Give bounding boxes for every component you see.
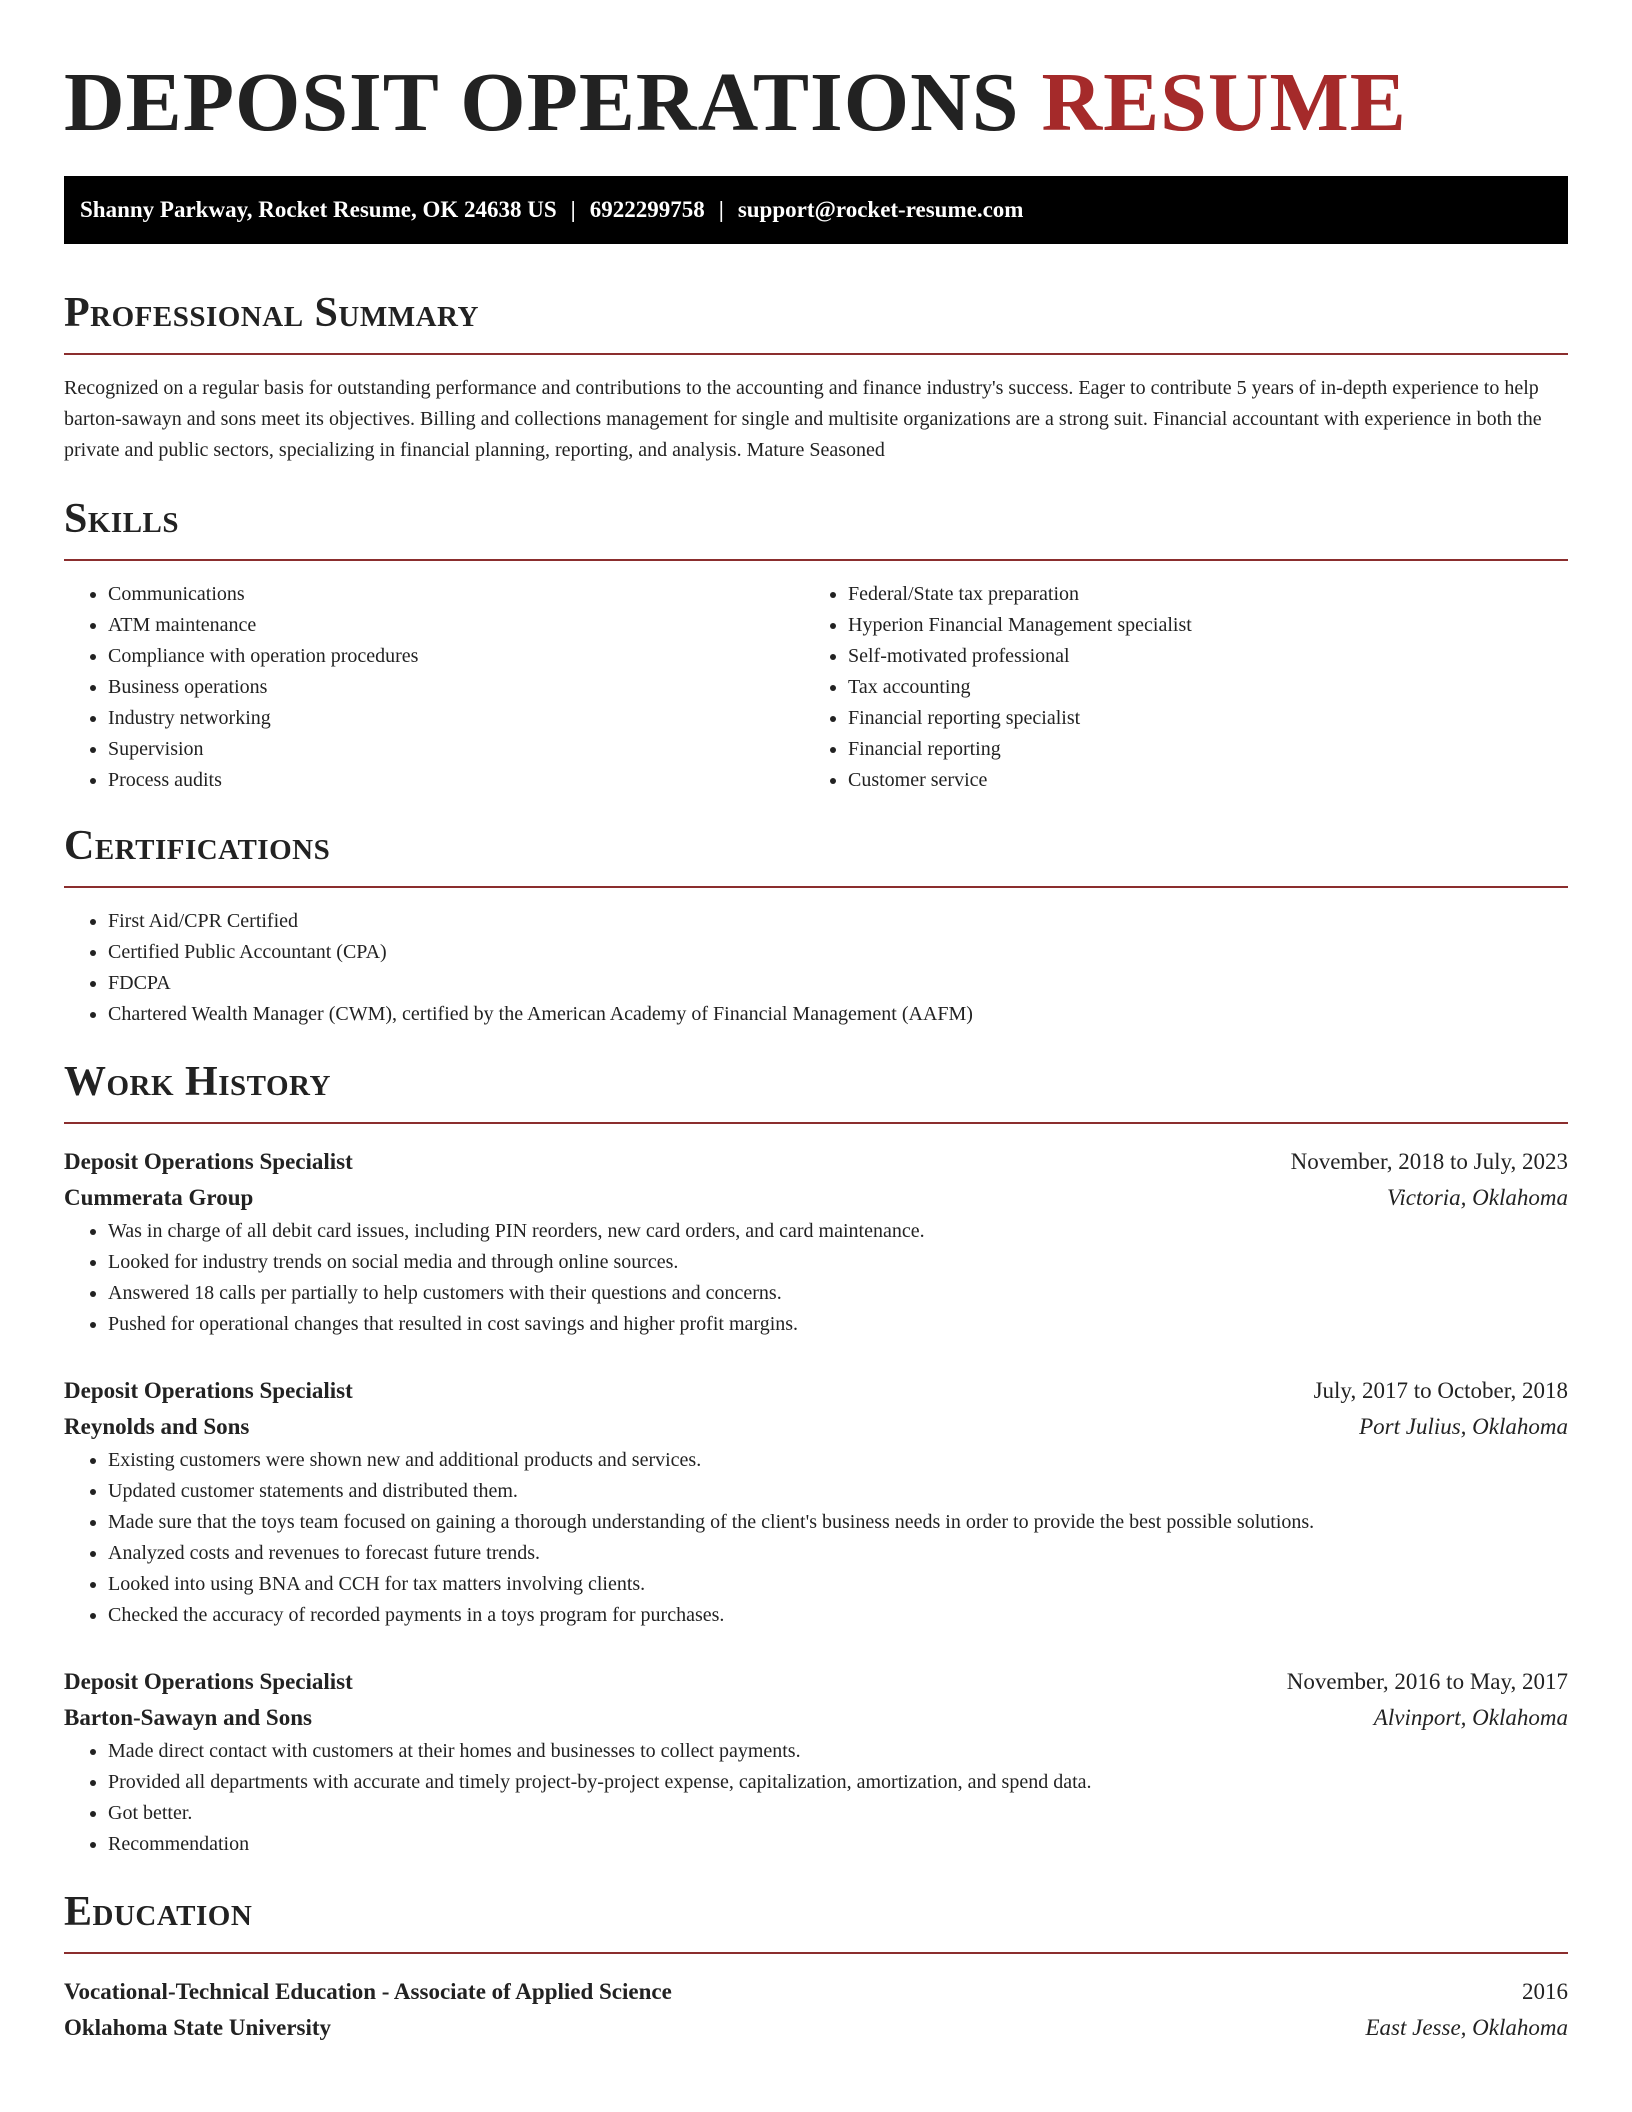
education-section [64,1886,1568,2046]
summary-section [64,287,1568,466]
section-divider [64,353,1568,355]
certifications-section [64,820,1568,1030]
job-entry [64,1144,1568,1340]
skill-item: • Process audits [108,765,804,796]
job-duty-item: • Provided all departments with accurate and timely project-by-project expense, capitalization, amortization, and spend data. [108,1767,1568,1798]
job-duties-list [64,1445,1568,1631]
skill-item: • Customer service [848,765,1544,796]
job-location: Victoria, Oklahoma [1387,1185,1568,1210]
skill-item: • Tax accounting [848,672,1544,703]
skill-item: • Communications [108,579,804,610]
job-dates: July, 2017 to October, 2018 [1313,1378,1568,1403]
section-divider [64,1122,1568,1124]
job-location: Port Julius, Oklahoma [1359,1414,1568,1439]
certification-item: • First Aid/CPR Certified [108,906,1568,937]
summary-text: Recognized on a regular basis for outstanding performance and contributions to the accounting and finance industry's success. Eager to contribute 5 years of in-depth experience to help barton-sawayn and sons meet its objectives. Billing and collections management for single and multisite organizations are a strong suit. Financial accountant with experience in both the private and public sectors, specializing in financial planning, reporting, and analysis. Mature Seasoned [64,377,1542,461]
job-header [64,1144,1568,1180]
skills-heading: Skills [64,496,180,542]
certification-item: • Certified Public Accountant (CPA) [108,937,1568,968]
job-header [64,1373,1568,1409]
education-subheader [64,2010,1568,2046]
contact-bar [64,176,1568,244]
work-history-section [64,1056,1568,1860]
job-duties-list [64,1216,1568,1340]
skills-column-right [804,579,1544,796]
contact-email: support@rocket-resume.com [737,197,1024,222]
skills-list-right [804,579,1544,796]
skills-columns [64,579,1568,796]
job-location: Alvinport, Oklahoma [1373,1705,1568,1730]
job-company: Cummerata Group [64,1185,254,1210]
skill-item: • Compliance with operation procedures [108,641,804,672]
certifications-heading: Certifications [64,823,331,869]
skills-list-left [64,579,804,796]
education-heading: Education [64,1889,253,1935]
job-dates: November, 2016 to May, 2017 [1286,1669,1568,1694]
job-subheader [64,1700,1568,1736]
skills-section [64,493,1568,796]
job-duty-item: • Recommendation [108,1829,1568,1860]
job-duty-item: • Looked into using BNA and CCH for tax matters involving clients. [108,1569,1568,1600]
section-divider [64,559,1568,561]
job-subheader [64,1409,1568,1445]
education-entry [64,1974,1568,2046]
job-duty-item: • Answered 18 calls per partially to help customers with their questions and concerns. [108,1278,1568,1309]
job-duty-item: • Was in charge of all debit card issues, including PIN reorders, new card orders, and card maintenance. [108,1216,1568,1247]
section-divider [64,1952,1568,1954]
job-entry [64,1664,1568,1860]
work-history-heading: Work History [64,1059,331,1105]
job-duty-item: • Pushed for operational changes that resulted in cost savings and higher profit margins. [108,1309,1568,1340]
skill-item: • Industry networking [108,703,804,734]
certifications-list [64,906,1568,1030]
job-duty-item: • Analyzed costs and revenues to forecast future trends. [108,1538,1568,1569]
contact-separator: | [718,197,724,222]
skill-item: • Supervision [108,734,804,765]
education-school: Oklahoma State University [64,2015,332,2040]
job-subheader [64,1180,1568,1216]
education-degree: Vocational-Technical Education - Associate of Applied Science [64,1979,672,2004]
resume-title [64,0,1568,148]
skill-item: • Federal/State tax preparation [848,579,1544,610]
job-duty-item: • Updated customer statements and distributed them. [108,1476,1568,1507]
job-duty-item: • Looked for industry trends on social media and through online sources. [108,1247,1568,1278]
job-title: Deposit Operations Specialist [64,1149,353,1174]
skill-item: • Financial reporting [848,734,1544,765]
skill-item: • Business operations [108,672,804,703]
skill-item: • Financial reporting specialist [848,703,1544,734]
job-title: Deposit Operations Specialist [64,1669,353,1694]
job-entry [64,1373,1568,1631]
title-accent: RESUME [1041,56,1407,149]
job-duty-item: • Checked the accuracy of recorded payments in a toys program for purchases. [108,1600,1568,1631]
skill-item: • ATM maintenance [108,610,804,641]
job-duty-item: • Got better. [108,1798,1568,1829]
education-header [64,1974,1568,2010]
skill-item: • Self-motivated professional [848,641,1544,672]
skill-item: • Hyperion Financial Management specialist [848,610,1544,641]
summary-heading: Professional Summary [64,290,479,336]
contact-separator: | [570,197,576,222]
section-divider [64,886,1568,888]
contact-phone: 6922299758 [589,197,705,222]
certification-item: • Chartered Wealth Manager (CWM), certified by the American Academy of Financial Management (AAFM) [108,999,1568,1030]
certification-item: • FDCPA [108,968,1568,999]
contact-address: Shanny Parkway, Rocket Resume, OK 24638 US [80,197,557,222]
job-duties-list [64,1736,1568,1860]
title-main: DEPOSIT OPERATIONS [64,56,1020,149]
job-header [64,1664,1568,1700]
job-duty-item: • Made direct contact with customers at their homes and businesses to collect payments. [108,1736,1568,1767]
job-duty-item: • Existing customers were shown new and additional products and services. [108,1445,1568,1476]
job-company: Barton-Sawayn and Sons [64,1705,312,1730]
education-year: 2016 [1522,1979,1568,2004]
job-duty-item: • Made sure that the toys team focused on gaining a thorough understanding of the client's business needs in order to provide the best possible solutions. [108,1507,1568,1538]
skills-column-left [64,579,804,796]
job-company: Reynolds and Sons [64,1414,250,1439]
education-location: East Jesse, Oklahoma [1365,2015,1568,2040]
job-dates: November, 2018 to July, 2023 [1290,1149,1568,1174]
job-title: Deposit Operations Specialist [64,1378,353,1403]
